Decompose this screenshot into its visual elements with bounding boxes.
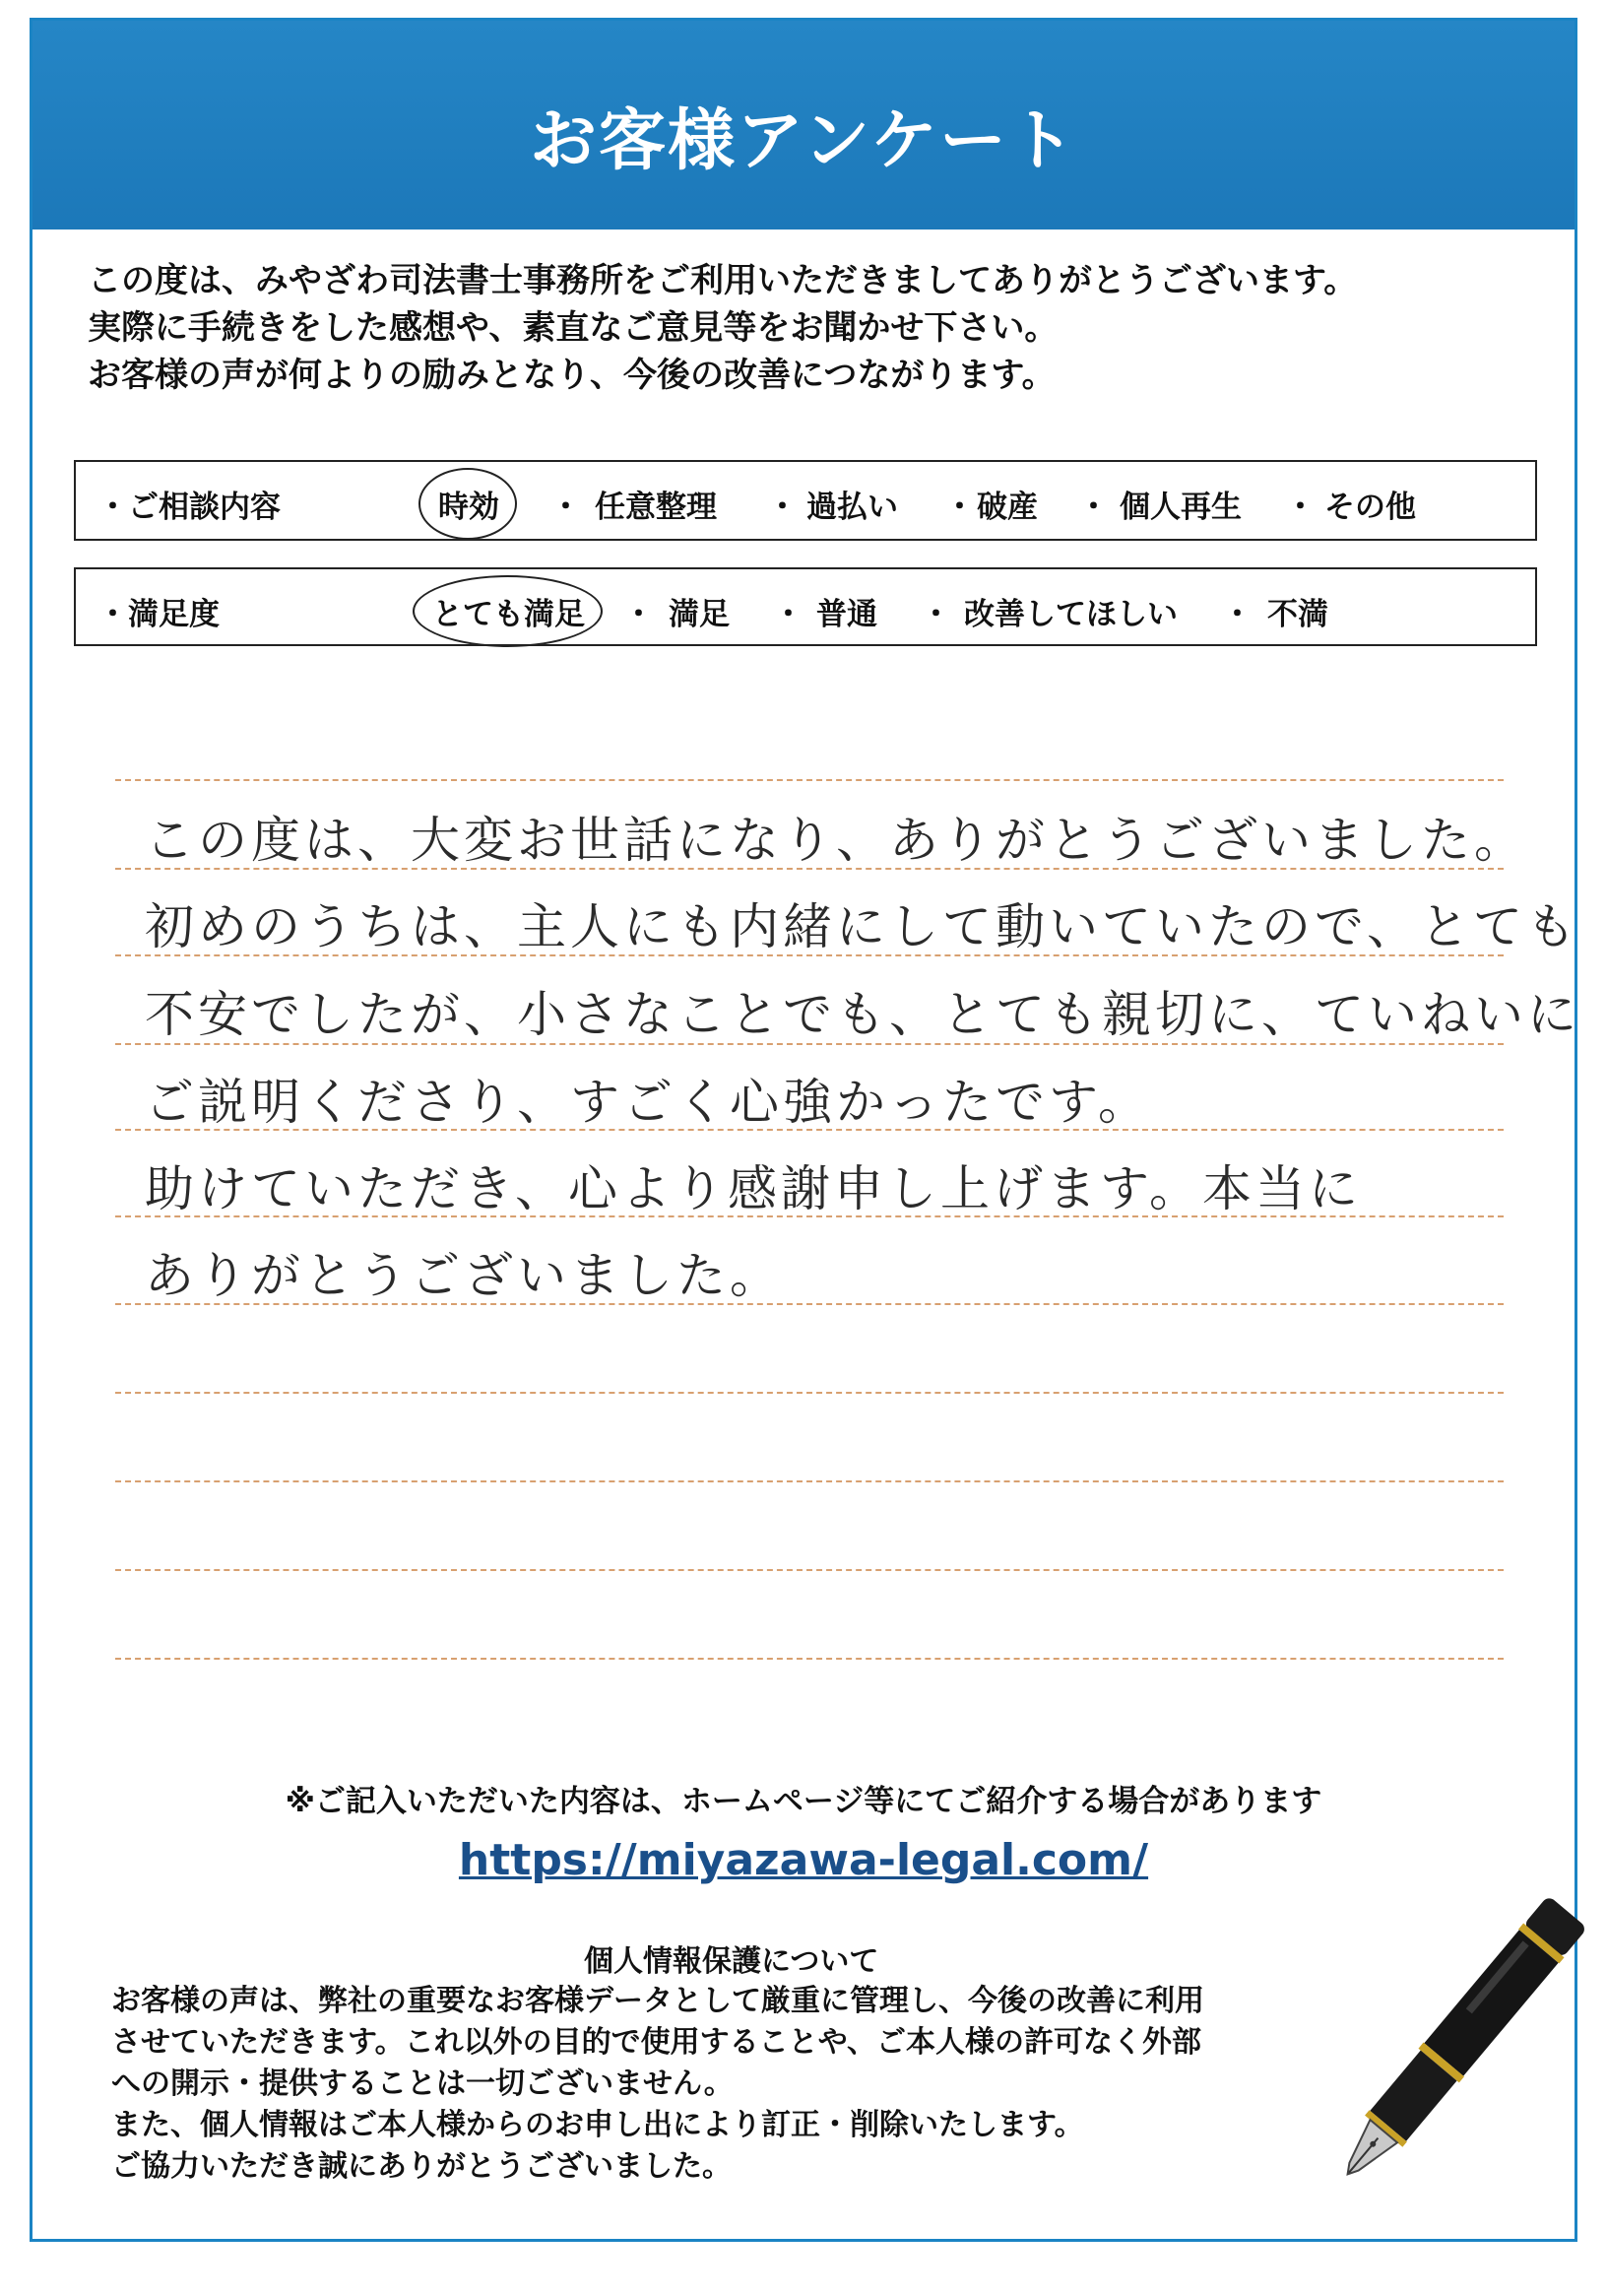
separator: ・ <box>1222 597 1253 632</box>
page-title: お客様アンケート <box>530 102 1077 180</box>
separator: ・ <box>1285 490 1316 525</box>
consultation-label: ・ご相談内容 <box>97 490 281 525</box>
consultation-box <box>74 460 1537 541</box>
privacy-line: また、個人情報はご本人様からのお申し出により訂正・削除いたします。 <box>111 2108 1084 2142</box>
satisfaction-box <box>74 567 1537 646</box>
separator: ・ <box>623 597 654 632</box>
handwritten-line: 助けていただき、心より感謝申し上げます。本当に <box>145 1160 1362 1217</box>
satisfaction-option-selected: とても満足 <box>432 589 585 633</box>
handwritten-line: 不安でしたが、小さなことでも、とても親切に、ていねいに <box>145 986 1580 1043</box>
separator: ・ <box>773 597 804 632</box>
consultation-option: 破産 <box>977 490 1038 525</box>
handwritten-line: ご説明くださり、すごく心強かったです。 <box>145 1074 1151 1131</box>
privacy-line: させていただきます。これ以外の目的で使用することや、ご本人様の許可なく外部 <box>111 2025 1201 2060</box>
fountain-pen-icon <box>1313 1868 1607 2212</box>
intro-line: お客様の声が何よりの励みとなり、今後の改善につながります。 <box>88 356 1056 395</box>
ruled-line <box>115 1480 1504 1482</box>
privacy-line: お客様の声は、弊社の重要なお客様データとして厳重に管理し、今後の改善に利用 <box>111 1984 1204 2018</box>
consultation-option: 過払い <box>806 490 898 525</box>
consultation-option: 個人再生 <box>1120 490 1242 525</box>
ruled-line <box>115 1658 1504 1660</box>
separator: ・ <box>944 490 975 525</box>
satisfaction-option: 満足 <box>669 597 730 632</box>
privacy-line: への開示・提供することは一切ございません。 <box>111 2066 734 2101</box>
handwritten-line: この度は、大変お世話になり、ありがとうございました。 <box>145 812 1527 869</box>
consultation-option: その他 <box>1324 490 1416 525</box>
separator: ・ <box>767 490 798 525</box>
privacy-line: ご協力いただき誠にありがとうございました。 <box>111 2149 732 2184</box>
comment-area <box>115 750 1580 1695</box>
ruled-line <box>115 1392 1504 1394</box>
consultation-option: 任意整理 <box>595 490 717 525</box>
separator: ・ <box>921 597 951 632</box>
ruled-line <box>115 1569 1504 1571</box>
ruled-line <box>115 779 1504 781</box>
satisfaction-option: 普通 <box>816 597 877 632</box>
intro-text <box>88 257 1525 399</box>
satisfaction-option: 改善してほしい <box>964 597 1178 632</box>
website-link[interactable]: https://miyazawa-legal.com/ <box>458 1835 1149 1885</box>
intro-line: 実際に手続きをした感想や、素直なご意見等をお聞かせ下さい。 <box>88 308 1059 348</box>
privacy-text <box>111 1981 1391 2188</box>
handwritten-line: 初めのうちは、主人にも内緒にして動いていたので、とても <box>145 898 1579 955</box>
satisfaction-option: 不満 <box>1267 597 1328 632</box>
header-band <box>32 21 1575 230</box>
publication-note: ※ご記入いただいた内容は、ホームページ等にてご紹介する場合があります <box>285 1784 1322 1819</box>
survey-sheet <box>30 18 1580 2242</box>
separator: ・ <box>550 490 581 525</box>
intro-line: この度は、みやざわ司法書士事務所をご利用いただきましてありがとうございます。 <box>88 261 1358 300</box>
satisfaction-label: ・満足度 <box>97 597 220 632</box>
privacy-heading: 個人情報保護について <box>584 1944 879 1979</box>
consultation-option-selected: 時効 <box>438 482 499 526</box>
separator: ・ <box>1078 490 1109 525</box>
handwritten-line: ありがとうございました。 <box>145 1247 783 1304</box>
